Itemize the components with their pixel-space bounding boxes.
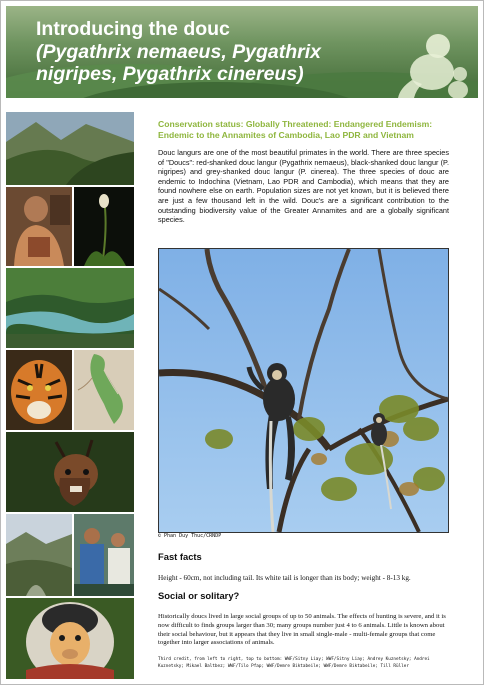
main-photo-doucs-in-tree (158, 248, 449, 533)
photo-caption: © Phan Duy Thuc/CRNDP (158, 533, 222, 539)
photo-mountain-forest (6, 112, 134, 185)
page-subtitle: (Pygathrix nemaeus, Pygathrix nigripes, Pygathrix cinereus) (36, 41, 322, 85)
main-content (158, 119, 449, 225)
photo-saola (6, 432, 134, 512)
social-heading: Social or solitary? (158, 590, 240, 601)
fast-facts-heading: Fast facts (158, 551, 202, 562)
photo-villager (6, 187, 72, 266)
photo-river (6, 268, 134, 348)
header-banner (6, 6, 478, 98)
photo-credits: Third credit, from left to right, top to bottom: WWF/Sitny Liay; WWF/Sitny Liay; Andrey Kuznetsky; Andrei Kuznetsky; Mikael Baltbez; WWF/Tilo Pfap; WWF/Demre Biktabeile; WWF/Demre Biktabeile; Till Rüller (158, 657, 430, 669)
photo-rangers (74, 514, 134, 596)
photo-valley (6, 514, 72, 596)
primate-logo-icon (392, 28, 470, 98)
conservation-status-heading: Conservation status: Globally Threatened: Endangered Endemism: Endemic to the Annamites of Cambodia, Lao PDR and Vietnam (158, 119, 433, 140)
social-text: Historically doucs lived in large social groups of up to 50 animals. The effects of hunting is severe, and it is now difficult to finds groups larger than 30; many groups number just 4 to 6 animals. Little is known about their social behaviour, but it appears that they live in small single-male - multi-female groups that come together into larger associations of animals. (158, 613, 446, 647)
photo-douc-face (6, 598, 134, 679)
intro-paragraph: Douc langurs are one of the most beautiful primates in the world. There are three species of "Doucs": red-shanked douc langur (Pygathrix nemaeus), black-shanked douc langur (P. nigripes) and grey-shanked douc langur (P. cinerea). The three species of douc are endemic to Indochina (Vietnam, Lao PDR and Cambodia), which means that they are found nowhere else on earth. Population sizes are not yet known, but it is believed there are just a few thousand left in the wild. Douc's are a significant contribution to the outstanding biodiversity value of the Greater Annamites and are a globally significant species. (158, 148, 449, 225)
photo-map-indochina (74, 350, 134, 430)
fast-facts-text: Height - 60cm, not including tail. Its white tail is longer than its body; weight - 8-13 kg. (158, 574, 411, 582)
photo-orchid (74, 187, 134, 266)
page-title: Introducing the douc (36, 18, 230, 40)
photo-tiger (6, 350, 72, 430)
